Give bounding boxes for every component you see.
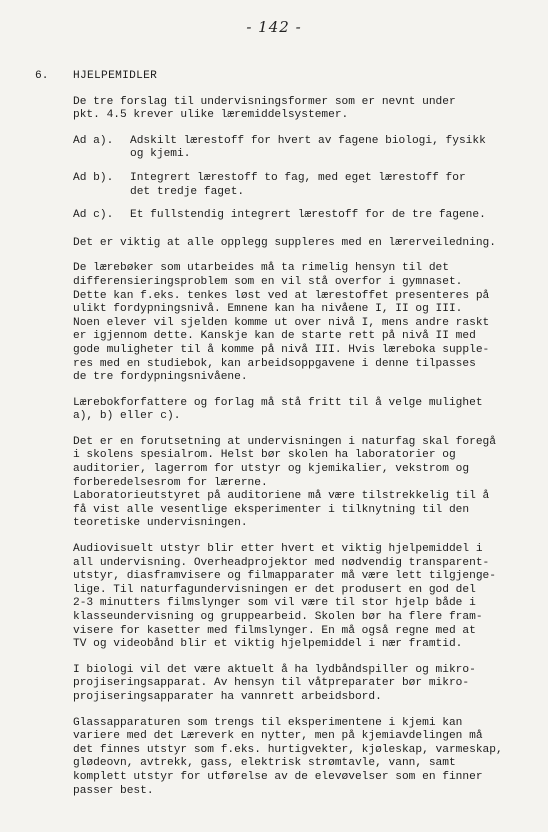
option-text: Adskilt lærestoff for hvert av fagene biologi, fysikk og kjemi. bbox=[130, 134, 486, 161]
option-item-a bbox=[73, 135, 525, 162]
section-title: HJELPEMIDLER bbox=[73, 70, 158, 82]
section-number: 6. bbox=[35, 70, 49, 82]
section-content bbox=[73, 96, 525, 799]
document-body bbox=[35, 70, 525, 810]
page-number: - 142 - bbox=[246, 18, 302, 36]
option-text: Et fullstendig integrert lærestoff for de tre fagene. bbox=[130, 209, 486, 222]
paragraph-biology: I biologi vil det være aktuelt å ha lydbåndspiller og mikro- projiseringsapparat. Av hensyn til våtpreparater bør mikro- projiseringsapparater ha vannrett arbeidsbord. bbox=[73, 663, 476, 703]
option-label: Ad b). bbox=[73, 171, 114, 184]
paragraph-chemistry: Glassapparaturen som trengs til eksperimentene i kjemi kan variere med det Læreverk en nytter, men på kjemiavdelingen må det finnes utstyr som f.eks. hurtigvekter, kjøleskap, varmeskap, glødeovn, avtrekk, gass, elektrisk strømtavle, vann, samt komplett utstyr for utførelse av de elevøvelser som en finner passer best. bbox=[73, 716, 503, 797]
option-text: Integrert lærestoff to fag, med eget lærestoff for det tredje faget. bbox=[130, 171, 466, 198]
section-heading bbox=[35, 70, 525, 84]
paragraph-guidance: Det er viktig at alle opplegg suppleres med en lærerveiledning. bbox=[73, 236, 496, 249]
option-label: Ad c). bbox=[73, 209, 114, 222]
intro-paragraph: De tre forslag til undervisningsformer som er nevnt under pkt. 4.5 krever ulike læremiddelsystemer. bbox=[73, 95, 456, 122]
paragraph-special-rooms: Det er en forutsetning at undervisningen i naturfag skal foregå i skolens spesialrom. Helst bør skolen ha laboratorier og auditorier, lagerrom for utstyr og kjemikalier, vekstrom og forberedelsesrom for lærerne. Laboratorieutstyret på auditoriene må være tilstrekkelig til å få vist alle vesentlige eksperimenter i tilknytning til den teoretiske undervisningen. bbox=[73, 435, 496, 530]
option-item-b bbox=[73, 172, 525, 199]
option-label: Ad a). bbox=[73, 134, 114, 147]
paragraph-authors: Lærebokforfattere og forlag må stå fritt til å velge mulighet a), b) eller c). bbox=[73, 396, 483, 423]
paragraph-audiovisual: Audiovisuelt utstyr blir etter hvert et viktig hjelpemiddel i all undervisning. Overheadprojektor med nødvendig transparent- utstyr, diasframvisere og filmapparater må være lett tilgjenge- lige. Til naturfagundervisningen er det produsert en god del 2-3 minutters filmslynger som vil være til stor hjelp både i klasseundervisning og gruppearbeid. Skolen bør ha flere fram- visere for kasetter med filmslynger. En må også regne med at TV og videobånd blir et viktig hjelpemiddel i nær framtid. bbox=[73, 543, 496, 651]
option-item-c bbox=[73, 209, 525, 223]
paragraph-textbooks: De lærebøker som utarbeides må ta rimelig hensyn til det differensieringsproblem som en vil stå overfor i gymnaset. Dette kan f.eks. tenkes løst ved at lærestoffet presenteres på ulikt fordypningsnivå. Emnene kan ha nivåene I, II og III. Noen elever vil sjelden komme ut over nivå I, mens andre raskt er igjennom dette. Kanskje kan de starte rett på nivå II med gode muligheter til å komme på nivå III. Hvis læreboka supple- res med en studiebok, kan arbeidsoppgavene i denne tilpasses de tre fordypningsnivåene. bbox=[73, 262, 490, 384]
